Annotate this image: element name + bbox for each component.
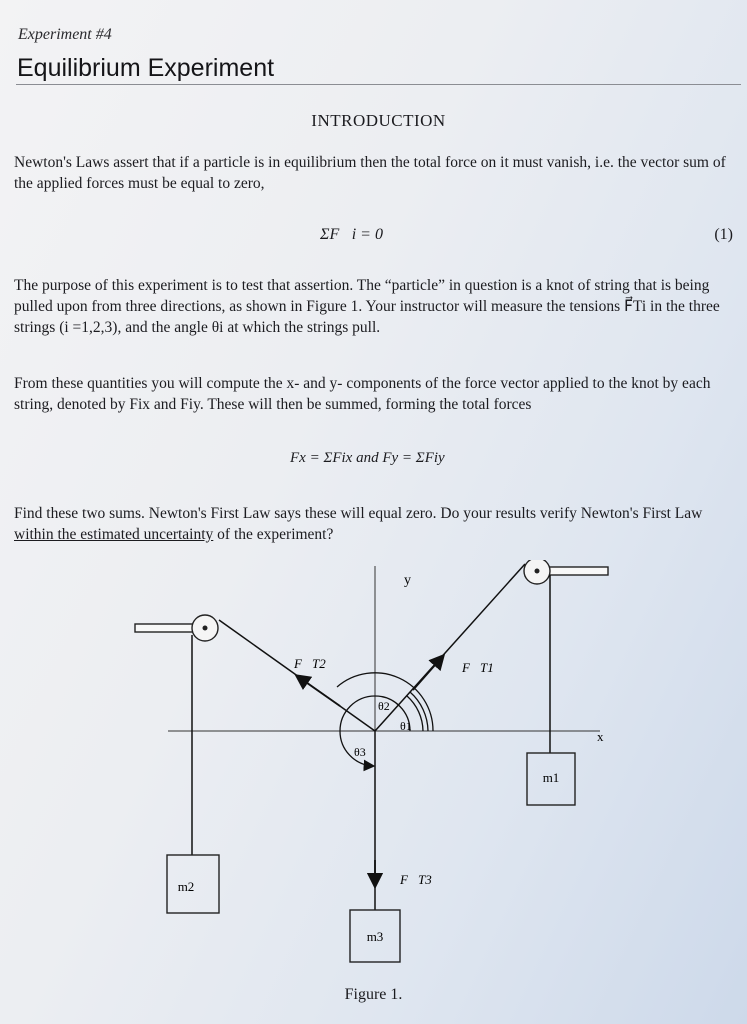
page-title: Equilibrium Experiment: [17, 54, 275, 82]
theta3-arc-top: [340, 696, 375, 731]
string-2: [219, 620, 375, 731]
purpose-paragraph: The purpose of this experiment is to test that assertion. The “particle” in question is a knot of string that is being pulled upon from three directions, as shown in Figure 1. Your instructor will measure the tensions F⃗Ti in the three strings (i =1,2,3), and the angle θi at which the strings pull.: [14, 277, 720, 336]
question-text-end: of the experiment?: [213, 526, 334, 543]
string-1: [375, 564, 525, 731]
ft2-label: F⃗T2: [294, 656, 326, 671]
equation-2: Fx = ΣFix and Fy = ΣFiy: [290, 450, 445, 466]
title-divider: [16, 84, 741, 85]
question-underlined: within the estimated uncertainty: [14, 526, 214, 543]
components-paragraph: From these quantities you will compute the x- and y- components of the force vector applied to the knot by each string, denoted by Fix and Fiy. These will then be summed, forming the total forces: [14, 375, 711, 413]
ft1-label: F⃗T1: [462, 660, 494, 675]
mass-m2-label: m2: [177, 879, 195, 894]
ft3-label: F⃗T3: [400, 872, 432, 887]
force-t2-arrow: [297, 676, 340, 706]
theta2-label: θ2: [378, 699, 390, 713]
force-t1-arrow: [413, 656, 443, 690]
theta1-label: θ1: [400, 719, 412, 733]
equation-1: ΣF⃗i = 0: [320, 226, 383, 243]
experiment-number: Experiment #4: [18, 26, 112, 43]
mass-m3-label: m3: [366, 929, 384, 944]
left-pulley-axle: [203, 626, 208, 631]
intro-paragraph: Newton's Laws assert that if a particle is in equilibrium then the total force on it must vanish, i.e. the vector sum of the applied forces must be equal to zero,: [14, 154, 726, 192]
theta3-label: θ3: [354, 745, 366, 759]
mass-m1-label: m1: [542, 770, 560, 785]
x-axis-label: x: [597, 729, 604, 744]
figure-caption: Figure 1.: [344, 986, 403, 1003]
right-pulley-axle: [535, 569, 540, 574]
equation-1-number: (1): [714, 226, 733, 243]
question-paragraph: [14, 503, 726, 545]
figure-1-diagram: [0, 560, 747, 980]
question-text-start: Find these two sums. Newton's First Law says these will equal zero. Do your results verify Newton's First Law: [14, 505, 703, 522]
section-heading: INTRODUCTION: [311, 111, 446, 130]
y-axis-label: y: [404, 573, 411, 588]
